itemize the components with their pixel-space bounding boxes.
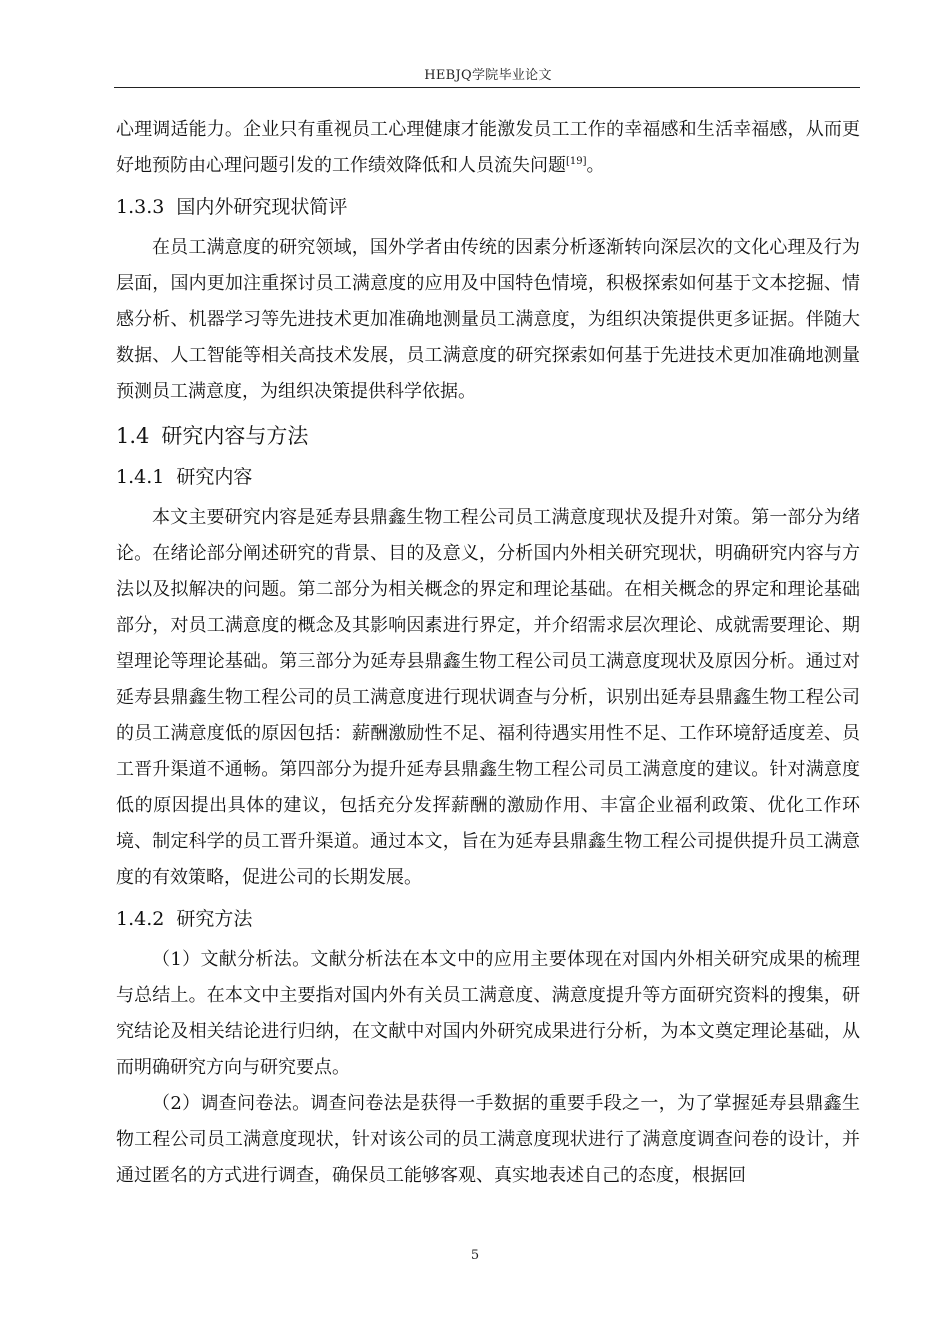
- heading-1-4: [116, 418, 860, 454]
- page-number: 5: [470, 1248, 480, 1263]
- header-divider: [114, 87, 860, 88]
- section-number: 1.4.2: [116, 908, 165, 930]
- section-title: 研究方法: [176, 908, 253, 930]
- running-header: HEBJQ学院毕业论文: [424, 68, 552, 83]
- section-title: 国内外研究现状简评: [176, 196, 348, 218]
- paragraph-1-4-1: 本文主要研究内容是延寿县鼎鑫生物工程公司员工满意度现状及提升对策。第一部分为绪论。在绪论部分阐述研究的背景、目的及意义，分析国内外相关研究现状，明确研究内容与方法以及拟解决的问题。第二部分为相关概念的界定和理论基础。在相关概念的界定和理论基础部分，对员工满意度的概念及其影响因素进行界定，并介绍需求层次理论、成就需要理论、期望理论等理论基础。第三部分为延寿县鼎鑫生物工程公司员工满意度现状及原因分析。通过对延寿县鼎鑫生物工程公司的员工满意度进行现状调查与分析，识别出延寿县鼎鑫生物工程公司的员工满意度低的原因包括：薪酬激励性不足、福利待遇实用性不足、工作环境舒适度差、员工晋升渠道不通畅。第四部分为提升延寿县鼎鑫生物工程公司员工满意度的建议。针对满意度低的原因提出具体的建议，包括充分发挥薪酬的激励作用、丰富企业福利政策、优化工作环境、制定科学的员工晋升渠道。通过本文，旨在为延寿县鼎鑫生物工程公司提供提升员工满意度的有效策略，促进公司的长期发展。: [116, 507, 860, 888]
- paragraph-1-3-3: 在员工满意度的研究领域，国外学者由传统的因素分析逐渐转向深层次的文化心理及行为层面，国内更加注重探讨员工满意度的应用及中国特色情境，积极探索如何基于文本挖掘、情感分析、机器学习等先进技术更加准确地测量员工满意度，为组织决策提供更多证据。伴随大数据、人工智能等相关高技术发展，员工满意度的研究探索如何基于先进技术更加准确地测量预测员工满意度，为组织决策提供科学依据。: [116, 237, 860, 402]
- section-number: 1.4: [116, 424, 150, 448]
- section-number: 1.4.1: [116, 466, 165, 488]
- page-body: [116, 112, 860, 1194]
- continuation-text: 心理调适能力。企业只有重视员工心理健康才能激发员工工作的幸福感和生活幸福感，从而更好地预防由心理问题引发的工作绩效降低和人员流失问题: [116, 119, 860, 176]
- citation-marker[interactable]: [19]: [566, 156, 587, 167]
- heading-1-4-1: [116, 460, 860, 494]
- continuation-end: 。: [586, 155, 605, 176]
- paragraph-survey-method: （2）调查问卷法。调查问卷法是获得一手数据的重要手段之一，为了掌握延寿县鼎鑫生物工程公司员工满意度现状，针对该公司的员工满意度现状进行了满意度调查问卷的设计，并通过匿名的方式进行调查，确保员工能够客观、真实地表述自己的态度，根据回: [116, 1093, 860, 1186]
- section-title: 研究内容: [176, 466, 253, 488]
- heading-1-3-3: [116, 190, 860, 224]
- section-number: 1.3.3: [116, 196, 165, 218]
- paragraph-literature-method: （1）文献分析法。文献分析法在本文中的应用主要体现在对国内外相关研究成果的梳理与总结上。在本文中主要指对国内外有关员工满意度、满意度提升等方面研究资料的搜集，研究结论及相关结论进行归纳，在文献中对国内外研究成果进行分析，为本文奠定理论基础，从而明确研究方向与研究要点。: [116, 949, 860, 1078]
- section-title: 研究内容与方法: [161, 424, 309, 448]
- heading-1-4-2: [116, 902, 860, 936]
- continuation-paragraph: [116, 112, 860, 184]
